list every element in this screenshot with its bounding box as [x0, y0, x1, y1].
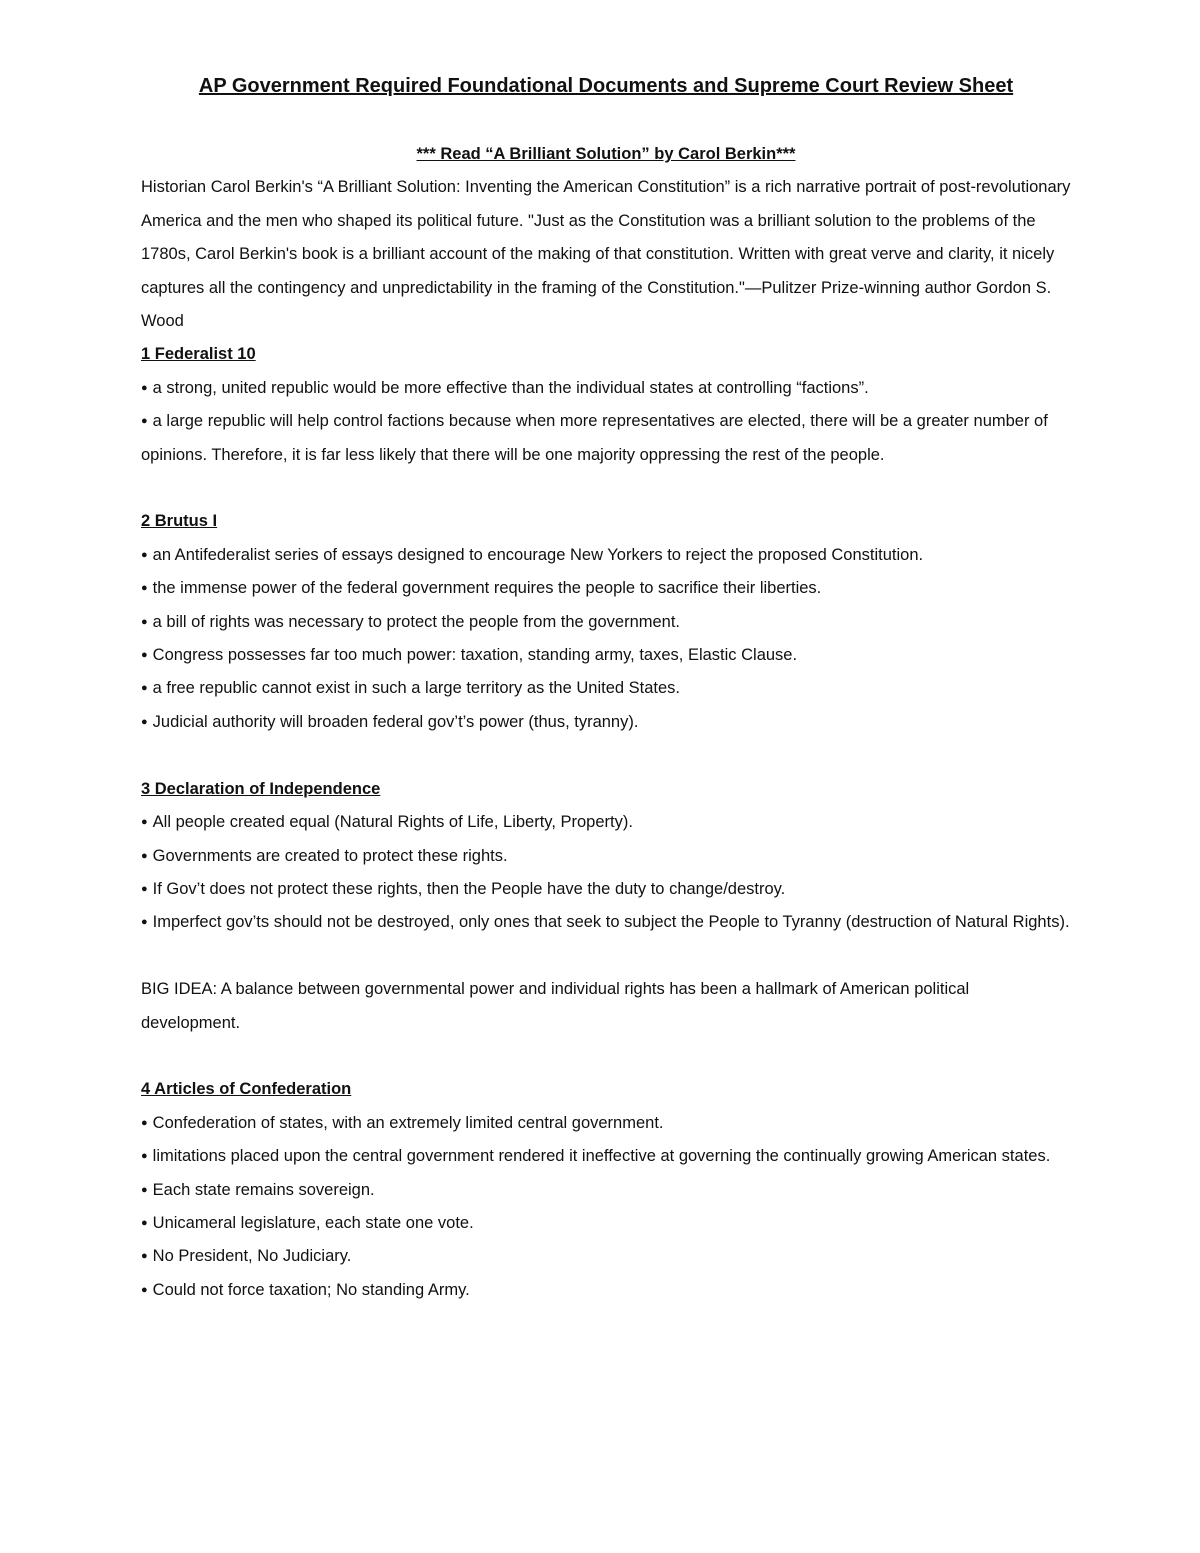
list-item-text: Imperfect gov’ts should not be destroyed, only ones that seek to subject the People to Tyranny (destruction of Natural Rights). — [152, 913, 1070, 932]
spacer — [141, 472, 1071, 505]
list-item-text: Each state remains sovereign. — [152, 1180, 375, 1199]
list-item — [141, 1240, 1071, 1273]
bullet-icon: ● — [141, 715, 148, 728]
list-item-text: No President, No Judiciary. — [152, 1247, 352, 1266]
bullet-list — [141, 372, 1071, 472]
list-item — [141, 1207, 1071, 1240]
bullet-icon: ● — [141, 649, 148, 662]
bullet-icon: ● — [141, 882, 148, 895]
spacer — [141, 1040, 1071, 1073]
spacer — [141, 940, 1071, 973]
list-item-text: a free republic cannot exist in such a large territory as the United States. — [152, 679, 681, 698]
list-item — [141, 372, 1071, 405]
list-item — [141, 1274, 1071, 1307]
list-item — [141, 572, 1071, 605]
list-item-text: an Antifederalist series of essays designed to encourage New Yorkers to reject the proposed Constitution. — [152, 545, 924, 564]
bullet-list — [141, 1107, 1071, 1307]
list-item-text: Unicameral legislature, each state one vote. — [152, 1213, 474, 1232]
bullet-icon: ● — [141, 582, 148, 595]
bullet-icon: ● — [141, 415, 148, 428]
list-item — [141, 1140, 1071, 1173]
bullet-icon: ● — [141, 1283, 148, 1296]
bullet-icon: ● — [141, 1116, 148, 1129]
section-heading: 4 Articles of Confederation — [141, 1080, 352, 1099]
list-item — [141, 672, 1071, 705]
bullet-list — [141, 539, 1071, 739]
section-articles-of-confederation — [141, 1073, 1071, 1307]
reading-heading: *** Read “A Brilliant Solution” by Carol Berkin*** — [416, 145, 796, 163]
reading-description: Historian Carol Berkin's “A Brilliant Solution: Inventing the American Constitution” is a rich narrative portrait of post-revolutionary America and the men who shaped its political future. "Just as the Constitution was a brilliant solution to the problems of the 1780s, Carol Berkin's book is a brilliant account of the making of that constitution. Written with great verve and clarity, it nicely captures all the contingency and unpredictability in the framing of the Constitution."—Pulitzer Prize-winning author Gordon S. Wood — [141, 178, 1071, 331]
list-item-text: a strong, united republic would be more effective than the individual states at controlling “factions”. — [152, 378, 869, 397]
bullet-icon: ● — [141, 916, 148, 929]
list-item — [141, 639, 1071, 672]
section-federalist-10 — [141, 338, 1071, 472]
bullet-icon: ● — [141, 682, 148, 695]
list-item — [141, 1107, 1071, 1140]
bullet-icon: ● — [141, 1150, 148, 1163]
bullet-icon: ● — [141, 1216, 148, 1229]
section-heading: 3 Declaration of Independence — [141, 779, 381, 798]
list-item-text: the immense power of the federal government requires the people to sacrifice their liberties. — [152, 579, 822, 598]
bullet-icon: ● — [141, 548, 148, 561]
list-item-text: Confederation of states, with an extremely limited central government. — [152, 1113, 664, 1132]
list-item-text: Could not force taxation; No standing Army. — [152, 1280, 470, 1299]
list-item — [141, 840, 1071, 873]
document-page — [141, 68, 1071, 1307]
list-item — [141, 906, 1071, 939]
section-heading: 2 Brutus I — [141, 512, 218, 531]
bullet-list — [141, 806, 1071, 940]
list-item-text: a large republic will help control factions because when more representatives are elected, there will be a greater number of opinions. Therefore, it is far less likely that there will be one majority oppressing the rest of the people. — [141, 412, 1048, 464]
bullet-icon: ● — [141, 1250, 148, 1263]
list-item — [141, 606, 1071, 639]
section-brutus-i — [141, 505, 1071, 739]
list-item-text: limitations placed upon the central government rendered it ineffective at governing the continually growing American states. — [152, 1147, 1051, 1166]
list-item — [141, 706, 1071, 739]
list-item-text: a bill of rights was necessary to protect the people from the government. — [152, 612, 681, 631]
bullet-icon: ● — [141, 1183, 148, 1196]
spacer — [141, 739, 1071, 772]
bullet-icon: ● — [141, 381, 148, 394]
list-item — [141, 873, 1071, 906]
list-item-text: Judicial authority will broaden federal gov’t’s power (thus, tyranny). — [152, 712, 639, 731]
section-declaration-of-independence — [141, 773, 1071, 1040]
list-item-text: Governments are created to protect these rights. — [152, 846, 508, 865]
big-idea-note: BIG IDEA: A balance between governmental power and individual rights has been a hallmark of American political development. — [141, 980, 970, 1032]
bullet-icon: ● — [141, 849, 148, 862]
list-item-text: All people created equal (Natural Rights of Life, Liberty, Property). — [152, 813, 633, 832]
list-item — [141, 1174, 1071, 1207]
list-item — [141, 539, 1071, 572]
list-item — [141, 405, 1071, 472]
page-title: AP Government Required Foundational Documents and Supreme Court Review Sheet — [198, 75, 1014, 97]
list-item — [141, 806, 1071, 839]
bullet-icon: ● — [141, 615, 148, 628]
list-item-text: If Gov’t does not protect these rights, then the People have the duty to change/destroy. — [152, 879, 786, 898]
bullet-icon: ● — [141, 816, 148, 829]
section-heading: 1 Federalist 10 — [141, 345, 256, 364]
list-item-text: Congress possesses far too much power: taxation, standing army, taxes, Elastic Clause. — [152, 646, 798, 665]
